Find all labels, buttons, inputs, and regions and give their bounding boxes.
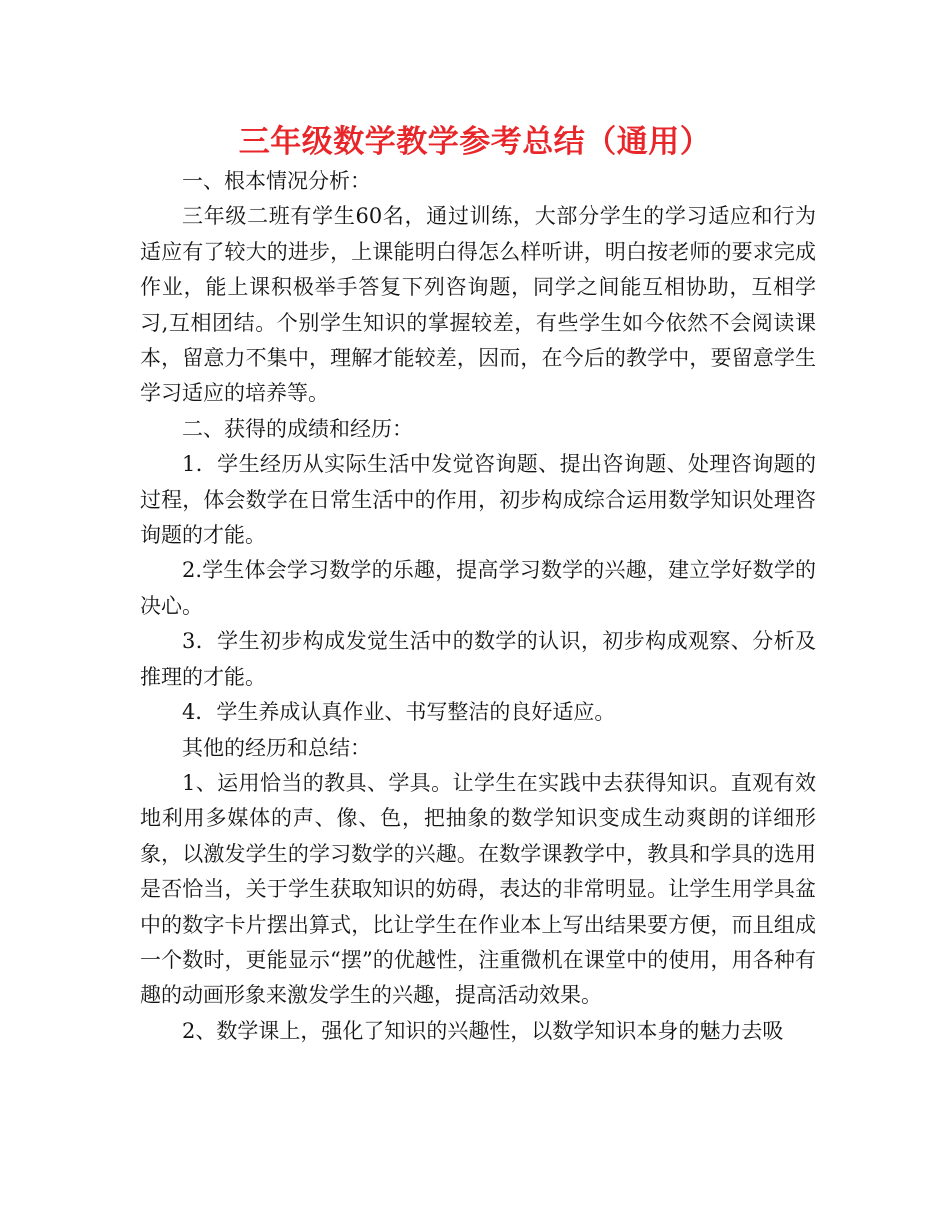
section-heading-basic-situation: 一、根本情况分析：: [182, 169, 371, 193]
paragraph-class-analysis: 三年级二班有学生60名，通过训练，大部分学生的学习适应和行为适应有了较大的进步，上课能明白得怎么样听讲，明白按老师的要求完成作业，能上课积极举手答复下列咨询题，同学之间能互相协助，互相学习,互相团结。个别学生知识的掌握较差，有些学生如今依然不会阅读课本，留意力不集中，理解才能较差，因而，在今后的教学中，要留意学生学习适应的培养等。: [140, 204, 816, 406]
paragraph-math-class: 2、数学课上，强化了知识的兴趣性，以数学知识本身的魅力去吸: [182, 1018, 784, 1043]
section-heading-achievements: 二、获得的成绩和经历：: [182, 416, 413, 441]
list-item-3: 3．学生初步构成发觉生活中的数学的认识，初步构成观察、分析及推理的才能。: [140, 629, 816, 689]
section-heading-other-experience: 其他的经历和总结：: [182, 735, 371, 760]
list-item-2: 2.学生体会学习数学的乐趣，提高学习数学的兴趣，建立学好数学的决心。: [140, 558, 816, 618]
document-body: [140, 164, 816, 1049]
list-item-4: 4．学生养成认真作业、书写整洁的良好适应。: [182, 700, 616, 725]
document-title: 三年级数学教学参考总结（通用）: [238, 124, 712, 160]
paragraph-teaching-aids: 1、运用恰当的教具、学具。让学生在实践中去获得知识。直观有效地利用多媒体的声、像、色，把抽象的数学知识变成生动爽朗的详细形象，以激发学生的学习数学的兴趣。在数学课教学中，教具和学具的选用是否恰当，关于学生获取知识的妨碍，表达的非常明显。让学生用学具盆中的数字卡片摆出算式，比让学生在作业本上写出结果要方便，而且组成一个数时，更能显示“摆”的优越性，注重微机在课堂中的使用，用各种有趣的动画形象来激发学生的兴趣，提高活动效果。: [140, 770, 816, 1008]
list-item-1: 1．学生经历从实际生活中发觉咨询题、提出咨询题、处理咨询题的过程，体会数学在日常生活中的作用，初步构成综合运用数学知识处理咨询题的才能。: [140, 452, 816, 548]
